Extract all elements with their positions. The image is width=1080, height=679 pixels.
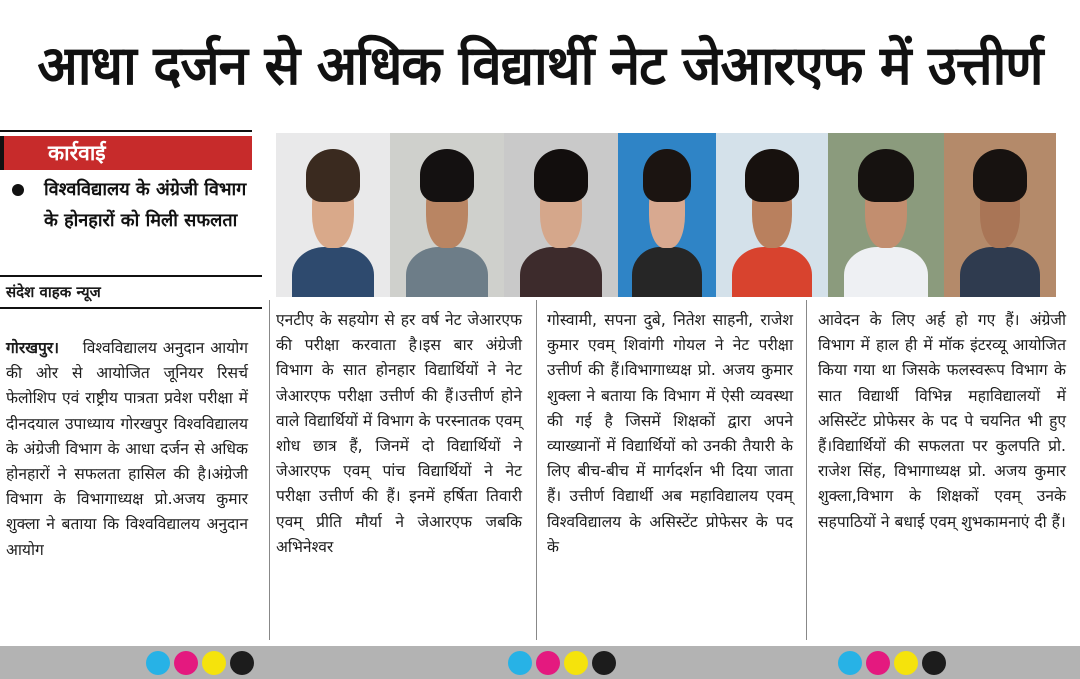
photo-shirt [520,247,602,297]
register-dot [564,651,588,675]
register-marks [838,651,946,675]
student-photo [504,133,618,297]
register-dot [894,651,918,675]
photo-shirt [732,247,813,297]
article-text: गोस्वामी, सपना दुबे, नितेश साहनी, राजेश कुमार एवम् शिवांगी गोयल ने नेट परीक्षा उत्तीर्ण की हैं।विभागाध्यक्ष प्रो. अजय कुमार शुक्ला ने बताया कि विभाग में ऐसी व्यवस्था की गई है जिसमें शिक्षकों द्वारा अपने व्याख्यानों में विद्यार्थियों को उनकी तैयारी के लिए बीच-बीच में मार्गदर्शन भी दिया जाता हैं। उत्तीर्ण विद्यार्थी अब महाविद्यालय एवम् विश्वविद्यालय के असिस्टेंट प्रोफेसर के पद के [547,311,793,556]
register-dot [536,651,560,675]
register-dot [866,651,890,675]
photo-hair [643,149,690,201]
article-column-1 [6,336,248,563]
register-dot [230,651,254,675]
column-divider [536,300,537,640]
story-sidebar [0,130,262,306]
photo-strip [276,133,1066,297]
article-column-2 [276,308,522,560]
category-tag [0,136,252,170]
bullet-icon [12,184,24,196]
student-photo [618,133,716,297]
article-column-3 [547,308,793,560]
student-photo [276,133,390,297]
sidebar-top-rule [0,130,252,132]
register-dot [174,651,198,675]
student-photo [828,133,944,297]
register-dot [922,651,946,675]
article-column-4 [818,308,1066,535]
article-text: विश्वविद्यालय अनुदान आयोग की ओर से आयोजित जूनियर रिसर्च फेलोशिप एवं राष्ट्रीय पात्रता प्रवेश परीक्षा में दीनदयाल उपाध्याय गोरखपुर विश्वविद्यालय के अंग्रेजी विभाग के आधा दर्जन से अधिक होनहारों ने सफलता हासिल की है।अंग्रेजी विभाग के विभागाध्यक्ष प्रो.अजय कुमार शुक्ला ने बताया कि विश्वविद्यालय अनुदान आयोग [6,339,249,559]
column-divider [269,300,270,640]
dateline: गोरखपुर। [6,339,60,357]
register-dot [592,651,616,675]
student-photo [390,133,504,297]
register-dot [202,651,226,675]
column-divider [806,300,807,640]
story-summary: विश्वविद्यालय के अंग्रेजी विभाग के होनहारों को मिली सफलता [44,179,247,231]
photo-hair [858,149,914,201]
register-marks [508,651,616,675]
register-marks [146,651,254,675]
student-photo [944,133,1056,297]
photo-shirt [960,247,1041,297]
article-text: एनटीए के सहयोग से हर वर्ष नेट जेआरएफ की परीक्षा करवाता है।इस बार अंग्रेजी विभाग के सात होनहार विद्यार्थियों ने नेट जेआरएफ परीक्षा उत्तीर्ण की हैं।उत्तीर्ण होने वाले विद्यार्थियों में विभाग के परस्नातक एवम् शोध छात्र हैं, जिनमें दो विद्यार्थियों ने जेआरएफ एवम् पांच विद्यार्थियों ने नेट परीक्षा उत्तीर्ण की हैं। इनमें हर्षिता तिवारी एवम् प्रीति मौर्या ने जेआरएफ जबकि अभिनेश्वर [276,311,522,556]
photo-shirt [406,247,488,297]
photo-hair [306,149,361,201]
photo-shirt [632,247,703,297]
photo-hair [534,149,589,201]
headline: आधा दर्जन से अधिक विद्यार्थी नेट जेआरएफ में उत्तीर्ण [37,34,1043,97]
register-dot [508,651,532,675]
byline-rule [0,275,262,277]
article-text: आवेदन के लिए अर्ह हो गए हैं। अंग्रेजी विभाग में हाल ही में मॉक इंटरव्यू आयोजित किया गया था जिसके फलस्वरूप विभाग के सात विद्यार्थी विभिन्न महाविद्यालयों में असिस्टेंट प्रोफेसर के पद पे चयनित भी हुए हैं।विद्यार्थियों की सफलता पर कुलपति प्रो. राजेश सिंह, विभागाध्यक्ष प्रो. अजय कुमार शुक्ला,विभाग के शिक्षकों एवम् उनके सहपाठियों ने बधाई एवम् शुभकामनाएं दी हैं। [818,311,1066,531]
category-tag-label: कार्रवाई [48,141,106,165]
register-dot [146,651,170,675]
column-top-rule [0,307,262,309]
photo-hair [420,149,475,201]
photo-hair [973,149,1027,201]
photo-shirt [844,247,928,297]
student-photo [716,133,828,297]
register-dot [838,651,862,675]
photo-shirt [292,247,374,297]
photo-hair [745,149,799,201]
byline: संदेश वाहक न्यूज [6,283,101,301]
